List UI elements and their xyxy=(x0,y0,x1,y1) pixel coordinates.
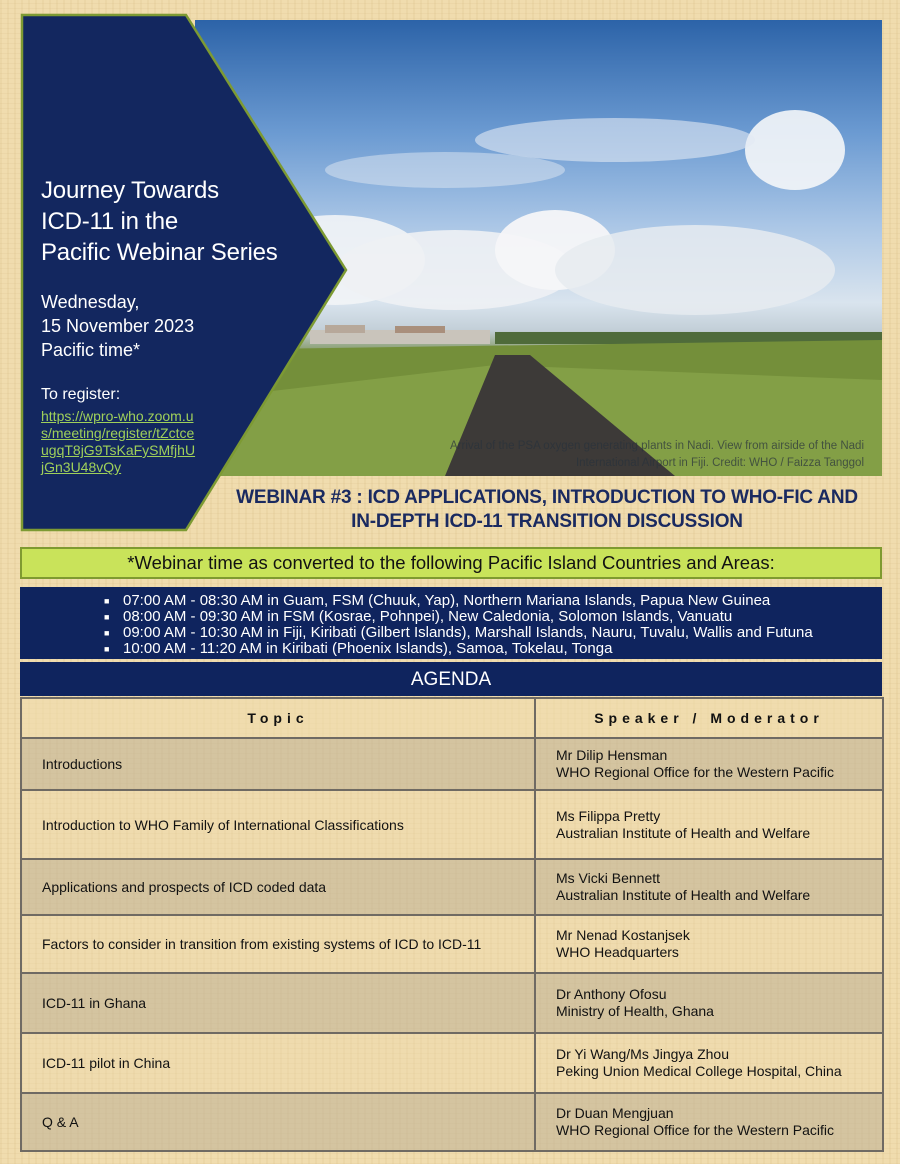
speaker-name: Dr Duan Mengjuan xyxy=(556,1105,674,1121)
topic-cell: Applications and prospects of ICD coded data xyxy=(21,859,535,915)
speaker-org: Peking Union Medical College Hospital, China xyxy=(556,1063,842,1079)
table-row xyxy=(21,973,883,1033)
topic-cell: ICD-11 pilot in China xyxy=(21,1033,535,1093)
speaker-name: Mr Dilip Hensman xyxy=(556,747,668,763)
table-row xyxy=(21,859,883,915)
table-row xyxy=(21,1033,883,1093)
topic-cell: Introduction to WHO Family of International Classifications xyxy=(21,790,535,859)
speaker-org: WHO Regional Office for the Western Pacific xyxy=(556,764,835,780)
speaker-cell xyxy=(535,1033,883,1093)
speaker-org: Australian Institute of Health and Welfare xyxy=(556,824,811,841)
speaker-cell xyxy=(535,915,883,973)
webinar-heading xyxy=(205,486,889,534)
event-date-line: 15 November 2023 xyxy=(41,316,195,336)
table-row xyxy=(21,1093,883,1151)
time-list-item xyxy=(104,641,882,657)
webinar-heading-line: IN-DEPTH ICD-11 TRANSITION DISCUSSION xyxy=(351,511,743,532)
table-row xyxy=(21,738,883,790)
speaker-name: Ms Filippa Pretty xyxy=(556,807,661,824)
table-row xyxy=(21,915,883,973)
square-bullet-icon: ■ xyxy=(104,596,110,606)
time-conversion-banner: *Webinar time as converted to the following Pacific Island Countries and Areas: xyxy=(20,547,882,579)
webinar-heading-line: WEBINAR #3 : ICD APPLICATIONS, INTRODUCTION TO WHO-FIC AND xyxy=(236,487,858,508)
speaker-org: Ministry of Health, Ghana xyxy=(556,1003,714,1019)
speaker-cell xyxy=(535,859,883,915)
event-date xyxy=(41,290,331,362)
event-date-line: Pacific time* xyxy=(41,340,141,360)
table-row xyxy=(21,790,883,859)
title-panel xyxy=(41,175,331,476)
speaker-org: Australian Institute of Health and Welfare xyxy=(556,887,811,903)
topic-cell: Introductions xyxy=(21,738,535,790)
square-bullet-icon: ■ xyxy=(104,612,110,622)
topic-cell: ICD-11 in Ghana xyxy=(21,973,535,1033)
photo-caption: Arrival of the PSA oxygen generating plants in Nadi. View from airside of the Nadi International Airport in Fiji. Credit: WHO / Faizza Tanggol xyxy=(449,440,864,469)
topic-cell: Factors to consider in transition from existing systems of ICD to ICD-11 xyxy=(21,915,535,973)
speaker-org: WHO Headquarters xyxy=(556,944,679,960)
agenda-header-row xyxy=(21,698,883,738)
time-list-item xyxy=(104,593,882,609)
time-list xyxy=(20,587,882,659)
time-list-text: 07:00 AM - 08:30 AM in Guam, FSM (Chuuk, Yap), Northern Mariana Islands, Papua New Guinea xyxy=(123,592,771,609)
time-list-text: 08:00 AM - 09:30 AM in FSM (Kosrae, Pohnpei), New Caledonia, Solomon Islands, Vanuatu xyxy=(123,608,733,625)
speaker-cell xyxy=(535,790,883,859)
time-list-text: 10:00 AM - 11:20 AM in Kiribati (Phoenix Islands), Samoa, Tokelau, Tonga xyxy=(123,640,613,657)
time-list-item xyxy=(104,609,882,625)
agenda-table xyxy=(20,697,884,1152)
speaker-column-header: Speaker / Moderator xyxy=(535,698,883,738)
series-title xyxy=(41,175,331,268)
register-label: To register: xyxy=(41,386,121,403)
time-list-item xyxy=(104,625,882,641)
speaker-name: Mr Nenad Kostanjsek xyxy=(556,927,690,943)
speaker-cell xyxy=(535,738,883,790)
series-title-line: Journey Towards xyxy=(41,177,219,204)
speaker-cell xyxy=(535,973,883,1033)
topic-cell: Q & A xyxy=(21,1093,535,1151)
register-link[interactable]: https://wpro-who.zoom.us/meeting/register/tZctceugqT8jG9TsKaFySMfjhUjGn3U48vQy xyxy=(41,408,196,475)
series-title-line: ICD-11 in the xyxy=(41,208,179,235)
square-bullet-icon: ■ xyxy=(104,644,110,654)
speaker-name: Dr Anthony Ofosu xyxy=(556,986,667,1002)
event-date-line: Wednesday, xyxy=(41,292,140,312)
series-title-line: Pacific Webinar Series xyxy=(41,239,278,266)
time-list-text: 09:00 AM - 10:30 AM in Fiji, Kiribati (Gilbert Islands), Marshall Islands, Nauru, Tuvalu, Wallis and Futuna xyxy=(123,624,813,641)
speaker-cell xyxy=(535,1093,883,1151)
speaker-name: Ms Vicki Bennett xyxy=(556,870,661,886)
topic-column-header: Topic xyxy=(21,698,535,738)
speaker-org: WHO Regional Office for the Western Pacific xyxy=(556,1122,835,1138)
agenda-title: AGENDA xyxy=(20,662,882,696)
square-bullet-icon: ■ xyxy=(104,628,110,638)
speaker-name: Dr Yi Wang/Ms Jingya Zhou xyxy=(556,1046,729,1062)
